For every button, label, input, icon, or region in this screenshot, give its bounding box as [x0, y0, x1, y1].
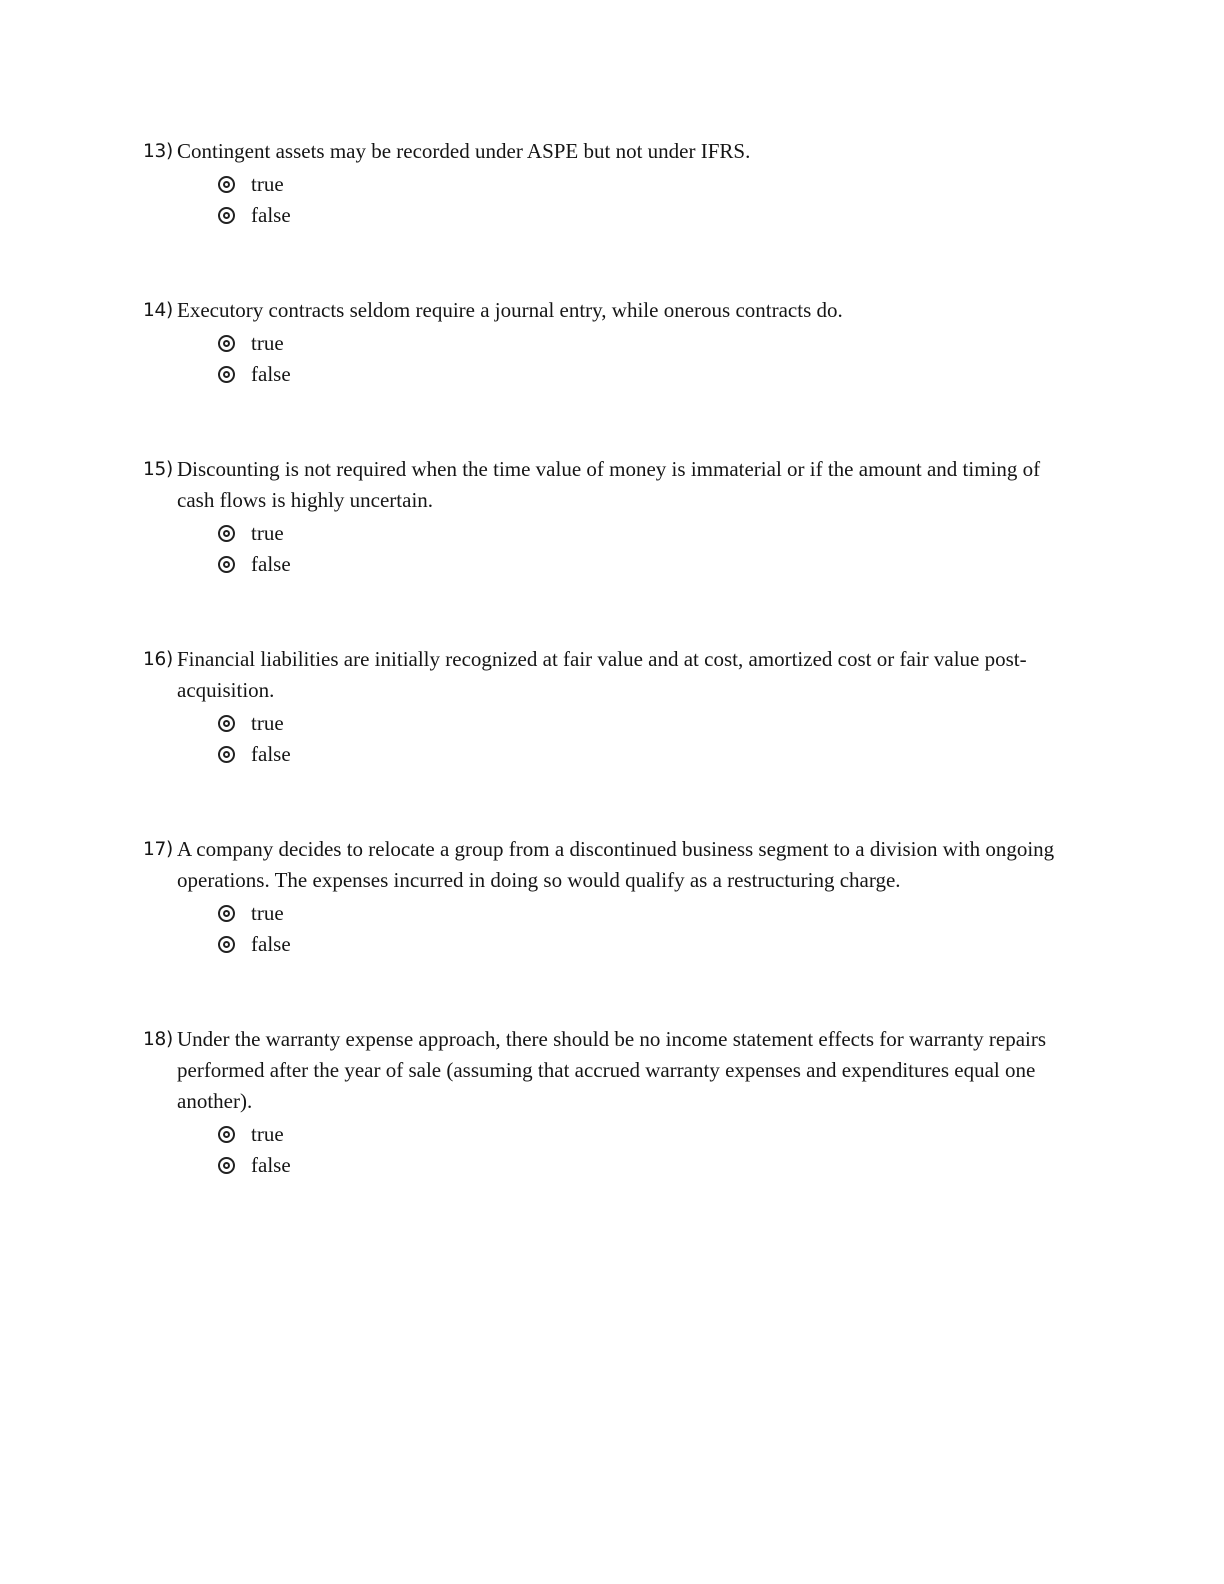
question-number: 16) [143, 649, 173, 670]
question-statement [143, 644, 1077, 706]
option-true[interactable] [218, 898, 284, 929]
radio-dot-icon [223, 1131, 230, 1138]
radio-dot-icon [223, 1162, 230, 1169]
option-false[interactable] [218, 549, 291, 580]
option-false[interactable] [218, 359, 291, 390]
question-statement [143, 295, 1077, 326]
option-false[interactable] [218, 739, 291, 770]
radio-dot-icon [223, 561, 230, 568]
option-false[interactable] [218, 200, 291, 231]
radio-icon[interactable] [218, 207, 235, 224]
question-text: Under the warranty expense approach, there should be no income statement effects for warranty repairs performed after the year of sale (assuming that accrued warranty expenses and expenditures equal one another). [177, 1027, 1047, 1113]
radio-icon[interactable] [218, 366, 235, 383]
option-label: false [251, 742, 291, 766]
question-statement [143, 136, 1077, 167]
question-number: 14) [143, 300, 173, 321]
question-text: Discounting is not required when the time value of money is immaterial or if the amount and timing of cash flows is highly uncertain. [177, 457, 1041, 512]
radio-dot-icon [223, 941, 230, 948]
question-13 [143, 136, 1077, 231]
question-statement [143, 1024, 1077, 1117]
radio-icon[interactable] [218, 556, 235, 573]
option-label: true [251, 1122, 284, 1146]
question-text: Executory contracts seldom require a journal entry, while onerous contracts do. [177, 298, 843, 322]
question-14 [143, 295, 1077, 390]
question-number: 17) [143, 839, 173, 860]
radio-dot-icon [223, 181, 230, 188]
question-text: Financial liabilities are initially recognized at fair value and at cost, amortized cost or fair value post-acquisition. [177, 647, 1027, 702]
radio-dot-icon [223, 340, 230, 347]
option-true[interactable] [218, 169, 284, 200]
answer-options [218, 518, 1077, 580]
option-label: false [251, 932, 291, 956]
option-false[interactable] [218, 929, 291, 960]
question-text: Contingent assets may be recorded under ASPE but not under IFRS. [177, 139, 751, 163]
option-label: true [251, 901, 284, 925]
answer-options [218, 328, 1077, 390]
radio-dot-icon [223, 720, 230, 727]
answer-options [218, 169, 1077, 231]
option-label: false [251, 203, 291, 227]
radio-dot-icon [223, 212, 230, 219]
question-statement [143, 834, 1077, 896]
question-16 [143, 644, 1077, 770]
radio-icon[interactable] [218, 1157, 235, 1174]
radio-icon[interactable] [218, 525, 235, 542]
radio-dot-icon [223, 751, 230, 758]
question-number: 13) [143, 141, 173, 162]
question-statement [143, 454, 1077, 516]
question-15 [143, 454, 1077, 580]
question-number: 15) [143, 459, 173, 480]
answer-options [218, 1119, 1077, 1181]
radio-dot-icon [223, 530, 230, 537]
answer-options [218, 708, 1077, 770]
question-18 [143, 1024, 1077, 1181]
radio-icon[interactable] [218, 936, 235, 953]
radio-icon[interactable] [218, 1126, 235, 1143]
option-label: true [251, 172, 284, 196]
option-label: false [251, 1153, 291, 1177]
answer-options [218, 898, 1077, 960]
option-true[interactable] [218, 328, 284, 359]
option-label: true [251, 331, 284, 355]
option-label: false [251, 362, 291, 386]
option-false[interactable] [218, 1150, 291, 1181]
radio-icon[interactable] [218, 905, 235, 922]
radio-icon[interactable] [218, 715, 235, 732]
option-true[interactable] [218, 1119, 284, 1150]
option-label: true [251, 521, 284, 545]
question-number: 18) [143, 1029, 173, 1050]
question-text: A company decides to relocate a group from a discontinued business segment to a division with ongoing operations. The expenses incurred in doing so would qualify as a restructuring charge. [177, 837, 1055, 892]
option-true[interactable] [218, 518, 284, 549]
radio-icon[interactable] [218, 746, 235, 763]
radio-dot-icon [223, 910, 230, 917]
option-label: false [251, 552, 291, 576]
question-17 [143, 834, 1077, 960]
option-label: true [251, 711, 284, 735]
radio-dot-icon [223, 371, 230, 378]
radio-icon[interactable] [218, 176, 235, 193]
radio-icon[interactable] [218, 335, 235, 352]
option-true[interactable] [218, 708, 284, 739]
